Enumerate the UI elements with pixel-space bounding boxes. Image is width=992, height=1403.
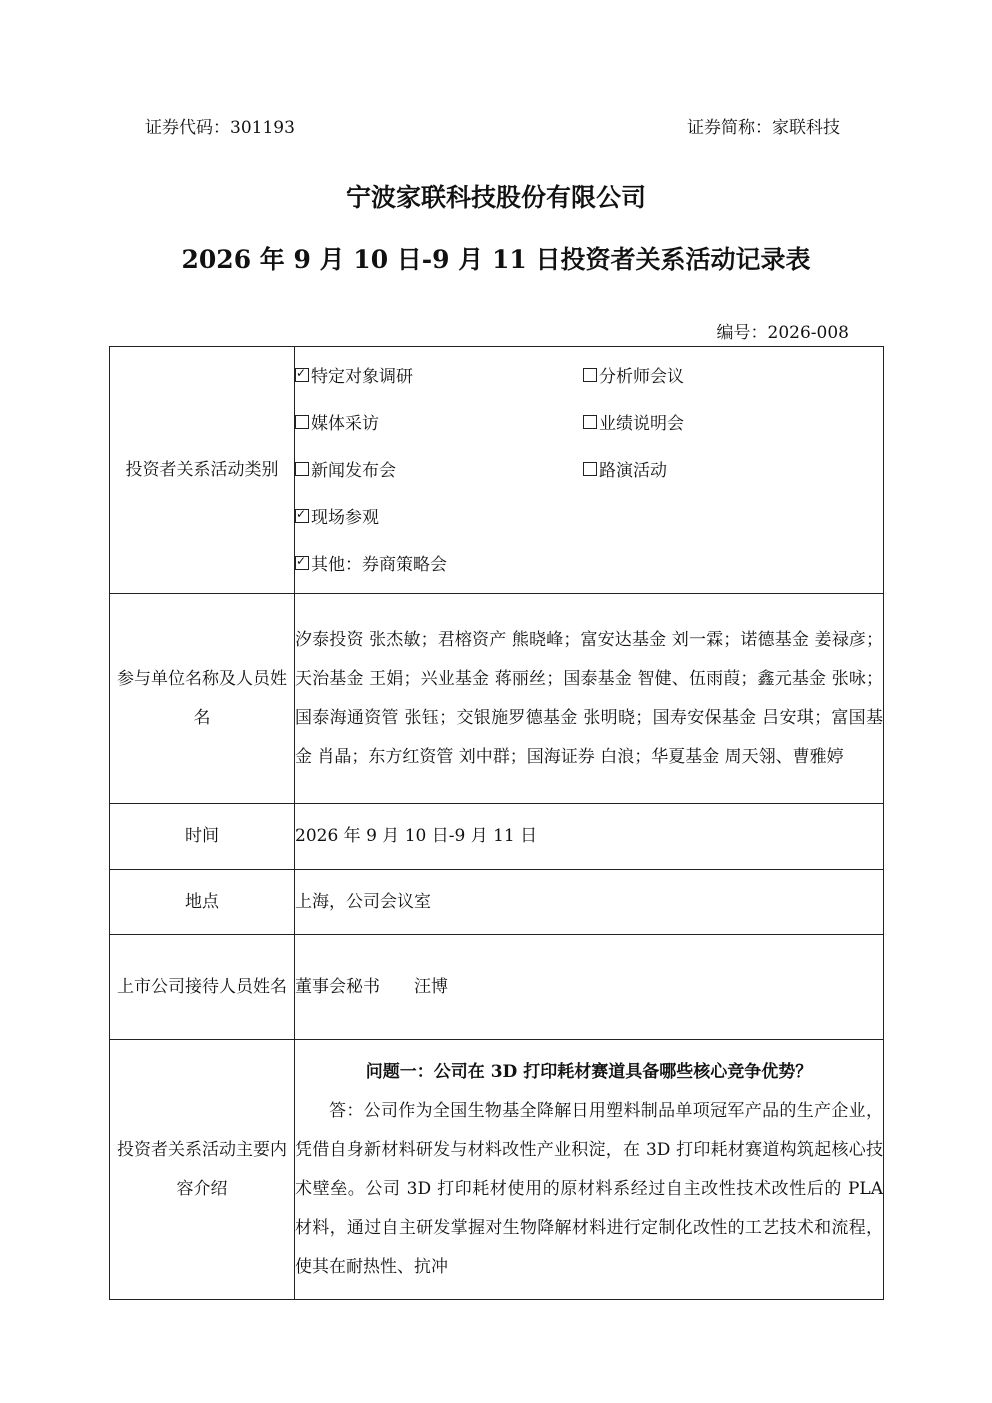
activity-option <box>295 546 583 593</box>
row-location <box>110 870 884 935</box>
time-label: 时间 <box>110 804 295 870</box>
unchecked-box-icon <box>583 415 597 429</box>
content-value <box>295 1040 884 1300</box>
row-time <box>110 804 884 870</box>
content-label: 投资者关系活动主要内容介绍 <box>110 1040 295 1300</box>
reception-value: 董事会秘书 汪博 <box>295 935 884 1040</box>
activity-type-label: 投资者关系活动类别 <box>110 347 295 594</box>
row-activity-type <box>110 347 884 594</box>
activity-option <box>583 452 883 499</box>
row-content <box>110 1040 884 1300</box>
checked-box-icon <box>295 368 309 382</box>
unchecked-box-icon <box>583 462 597 476</box>
document-title: 2026 年 9 月 10 日-9 月 11 日投资者关系活动记录表 <box>181 245 811 274</box>
question-1: 问题一：公司在 3D 打印耗材赛道具备哪些核心竞争优势？ <box>365 1062 813 1082</box>
reception-label: 上市公司接待人员姓名 <box>110 935 295 1040</box>
participants-value: 汐泰投资 张杰敏；君榕资产 熊晓峰；富安达基金 刘一霖；诺德基金 姜禄彦；天治基金 王娟；兴业基金 蒋丽丝；国泰基金 智健、伍雨葭；鑫元基金 张咏；国泰海通资管 张钰；交银施罗德基金 张明晓；国寿安保基金 吕安琪；富国基金 肖晶；东方红资管 刘中群；国海证券 白浪；华夏基金 周天翎、曹雅婷 <box>295 594 884 804</box>
answer-1: 答：公司作为全国生物基全降解日用塑料制品单项冠军产品的生产企业，凭借自身新材料研发与材料改性产业积淀，在 3D 打印耗材赛道构筑起核心技术壁垒。公司 3D 打印耗材使用的原材料系经过自主改性技术改性后的 PLA 材料，通过自主研发掌握对生物降解材料进行定制化改性的工艺技术和流程，使其在耐热性、抗冲 <box>295 1101 883 1277</box>
unchecked-box-icon <box>583 368 597 382</box>
option-grid <box>295 347 883 593</box>
unchecked-box-icon <box>295 462 309 476</box>
activity-option-label: 业绩说明会 <box>599 414 684 434</box>
company-title: 宁波家联科技股份有限公司 <box>345 183 646 212</box>
location-label: 地点 <box>110 870 295 935</box>
record-table <box>109 346 884 1300</box>
activity-option <box>295 405 583 452</box>
activity-option-label: 分析师会议 <box>599 367 684 387</box>
activity-option <box>295 499 583 546</box>
checked-box-icon <box>295 509 309 523</box>
security-code: 证券代码：301193 <box>145 118 295 138</box>
activity-type-options <box>295 347 884 594</box>
activity-option-label: 其他：券商策略会 <box>311 555 447 575</box>
activity-option <box>583 358 883 405</box>
row-reception <box>110 935 884 1040</box>
time-value: 2026 年 9 月 10 日-9 月 11 日 <box>295 804 884 870</box>
activity-option-label: 路演活动 <box>599 461 667 481</box>
activity-option <box>583 405 883 452</box>
document-number: 编号：2026-008 <box>716 323 849 343</box>
activity-option-label: 媒体采访 <box>311 414 379 434</box>
row-participants <box>110 594 884 804</box>
unchecked-box-icon <box>295 415 309 429</box>
activity-option-label: 现场参观 <box>311 508 379 528</box>
checked-box-icon <box>295 556 309 570</box>
participants-label: 参与单位名称及人员姓名 <box>110 594 295 804</box>
location-value: 上海，公司会议室 <box>295 870 884 935</box>
activity-option <box>295 358 583 405</box>
security-short-name: 证券简称：家联科技 <box>687 118 840 138</box>
activity-option-label: 新闻发布会 <box>311 461 396 481</box>
activity-option-label: 特定对象调研 <box>311 367 413 387</box>
activity-option <box>583 499 883 546</box>
activity-option <box>295 452 583 499</box>
